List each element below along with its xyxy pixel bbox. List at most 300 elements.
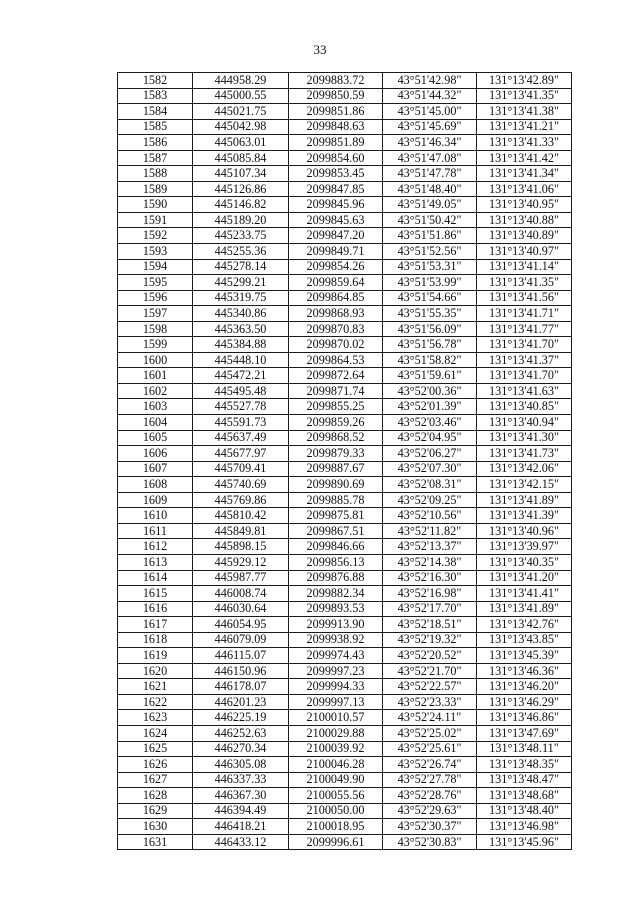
latitude-cell: 43°51'45.00"	[383, 104, 477, 120]
latitude-cell: 43°51'53.99"	[383, 275, 477, 291]
longitude-cell: 131°13'41.89"	[477, 492, 572, 508]
x-coordinate-cell: 445709.41	[193, 461, 289, 477]
latitude-cell: 43°51'59.61"	[383, 368, 477, 384]
point-number-cell: 1624	[118, 725, 193, 741]
table-row	[118, 166, 572, 182]
longitude-cell: 131°13'41.34"	[477, 166, 572, 182]
point-number-cell: 1627	[118, 772, 193, 788]
point-number-cell: 1630	[118, 819, 193, 835]
latitude-cell: 43°51'49.05"	[383, 197, 477, 213]
point-number-cell: 1607	[118, 461, 193, 477]
y-coordinate-cell: 2100010.57	[289, 710, 383, 726]
table-row	[118, 306, 572, 322]
y-coordinate-cell: 2099996.61	[289, 834, 383, 850]
longitude-cell: 131°13'47.69"	[477, 725, 572, 741]
longitude-cell: 131°13'41.14"	[477, 259, 572, 275]
x-coordinate-cell: 445319.75	[193, 290, 289, 306]
table-row	[118, 321, 572, 337]
latitude-cell: 43°52'25.61"	[383, 741, 477, 757]
longitude-cell: 131°13'46.98"	[477, 819, 572, 835]
point-number-cell: 1589	[118, 181, 193, 197]
table-row	[118, 632, 572, 648]
point-number-cell: 1590	[118, 197, 193, 213]
table-row	[118, 679, 572, 695]
latitude-cell: 43°51'47.08"	[383, 150, 477, 166]
x-coordinate-cell: 446337.33	[193, 772, 289, 788]
latitude-cell: 43°52'29.63"	[383, 803, 477, 819]
x-coordinate-cell: 445340.86	[193, 306, 289, 322]
y-coordinate-cell: 2099882.34	[289, 586, 383, 602]
longitude-cell: 131°13'41.41"	[477, 586, 572, 602]
point-number-cell: 1586	[118, 135, 193, 151]
longitude-cell: 131°13'41.42"	[477, 150, 572, 166]
longitude-cell: 131°13'41.35"	[477, 88, 572, 104]
table-row	[118, 150, 572, 166]
y-coordinate-cell: 2099867.51	[289, 523, 383, 539]
latitude-cell: 43°51'47.78"	[383, 166, 477, 182]
point-number-cell: 1603	[118, 399, 193, 415]
latitude-cell: 43°51'44.32"	[383, 88, 477, 104]
x-coordinate-cell: 445299.21	[193, 275, 289, 291]
latitude-cell: 43°52'18.51"	[383, 617, 477, 633]
point-number-cell: 1611	[118, 523, 193, 539]
x-coordinate-cell: 445189.20	[193, 212, 289, 228]
x-coordinate-cell: 446418.21	[193, 819, 289, 835]
y-coordinate-cell: 2099872.64	[289, 368, 383, 384]
table-row	[118, 710, 572, 726]
y-coordinate-cell: 2100029.88	[289, 725, 383, 741]
point-number-cell: 1629	[118, 803, 193, 819]
point-number-cell: 1622	[118, 694, 193, 710]
x-coordinate-cell: 445042.98	[193, 119, 289, 135]
table-row	[118, 492, 572, 508]
point-number-cell: 1587	[118, 150, 193, 166]
point-number-cell: 1613	[118, 554, 193, 570]
table-row	[118, 648, 572, 664]
latitude-cell: 43°52'11.82"	[383, 523, 477, 539]
y-coordinate-cell: 2099845.63	[289, 212, 383, 228]
y-coordinate-cell: 2099848.63	[289, 119, 383, 135]
table-row	[118, 772, 572, 788]
x-coordinate-cell: 445637.49	[193, 430, 289, 446]
x-coordinate-cell: 446178.07	[193, 679, 289, 695]
table-row	[118, 104, 572, 120]
latitude-cell: 43°51'42.98"	[383, 73, 477, 89]
longitude-cell: 131°13'41.35"	[477, 275, 572, 291]
point-number-cell: 1593	[118, 244, 193, 260]
latitude-cell: 43°52'10.56"	[383, 508, 477, 524]
coordinates-table	[117, 72, 572, 850]
longitude-cell: 131°13'41.73"	[477, 446, 572, 462]
longitude-cell: 131°13'41.33"	[477, 135, 572, 151]
latitude-cell: 43°52'16.98"	[383, 586, 477, 602]
y-coordinate-cell: 2099851.86	[289, 104, 383, 120]
table-row	[118, 819, 572, 835]
point-number-cell: 1620	[118, 663, 193, 679]
point-number-cell: 1615	[118, 586, 193, 602]
longitude-cell: 131°13'40.89"	[477, 228, 572, 244]
table-row	[118, 352, 572, 368]
point-number-cell: 1605	[118, 430, 193, 446]
longitude-cell: 131°13'40.85"	[477, 399, 572, 415]
x-coordinate-cell: 445021.75	[193, 104, 289, 120]
point-number-cell: 1617	[118, 617, 193, 633]
x-coordinate-cell: 446030.64	[193, 601, 289, 617]
x-coordinate-cell: 446270.34	[193, 741, 289, 757]
x-coordinate-cell: 446008.74	[193, 586, 289, 602]
point-number-cell: 1600	[118, 352, 193, 368]
longitude-cell: 131°13'39.97"	[477, 539, 572, 555]
x-coordinate-cell: 445929.12	[193, 554, 289, 570]
table-row	[118, 135, 572, 151]
latitude-cell: 43°52'21.70"	[383, 663, 477, 679]
table-row	[118, 228, 572, 244]
table-row	[118, 741, 572, 757]
table-row	[118, 663, 572, 679]
y-coordinate-cell: 2099849.71	[289, 244, 383, 260]
x-coordinate-cell: 446433.12	[193, 834, 289, 850]
point-number-cell: 1584	[118, 104, 193, 120]
x-coordinate-cell: 446225.19	[193, 710, 289, 726]
latitude-cell: 43°52'23.33"	[383, 694, 477, 710]
x-coordinate-cell: 445146.82	[193, 197, 289, 213]
latitude-cell: 43°51'58.82"	[383, 352, 477, 368]
point-number-cell: 1585	[118, 119, 193, 135]
latitude-cell: 43°51'53.31"	[383, 259, 477, 275]
x-coordinate-cell: 446054.95	[193, 617, 289, 633]
x-coordinate-cell: 445987.77	[193, 570, 289, 586]
point-number-cell: 1604	[118, 415, 193, 431]
longitude-cell: 131°13'40.97"	[477, 244, 572, 260]
latitude-cell: 43°51'51.86"	[383, 228, 477, 244]
x-coordinate-cell: 446305.08	[193, 757, 289, 773]
table-row	[118, 88, 572, 104]
point-number-cell: 1596	[118, 290, 193, 306]
latitude-cell: 43°51'45.69"	[383, 119, 477, 135]
x-coordinate-cell: 445000.55	[193, 88, 289, 104]
point-number-cell: 1625	[118, 741, 193, 757]
page-number: 33	[313, 42, 327, 57]
longitude-cell: 131°13'40.95"	[477, 197, 572, 213]
latitude-cell: 43°52'03.46"	[383, 415, 477, 431]
longitude-cell: 131°13'41.38"	[477, 104, 572, 120]
x-coordinate-cell: 445448.10	[193, 352, 289, 368]
longitude-cell: 131°13'45.96"	[477, 834, 572, 850]
latitude-cell: 43°52'08.31"	[383, 477, 477, 493]
point-number-cell: 1612	[118, 539, 193, 555]
point-number-cell: 1602	[118, 383, 193, 399]
x-coordinate-cell: 445769.86	[193, 492, 289, 508]
table-row	[118, 399, 572, 415]
point-number-cell: 1599	[118, 337, 193, 353]
x-coordinate-cell: 445363.50	[193, 321, 289, 337]
x-coordinate-cell: 445384.88	[193, 337, 289, 353]
point-number-cell: 1595	[118, 275, 193, 291]
point-number-cell: 1614	[118, 570, 193, 586]
x-coordinate-cell: 446252.63	[193, 725, 289, 741]
point-number-cell: 1606	[118, 446, 193, 462]
y-coordinate-cell: 2099859.26	[289, 415, 383, 431]
point-number-cell: 1583	[118, 88, 193, 104]
latitude-cell: 43°52'30.37"	[383, 819, 477, 835]
latitude-cell: 43°51'50.42"	[383, 212, 477, 228]
point-number-cell: 1609	[118, 492, 193, 508]
table-row	[118, 73, 572, 89]
latitude-cell: 43°52'09.25"	[383, 492, 477, 508]
latitude-cell: 43°52'27.78"	[383, 772, 477, 788]
x-coordinate-cell: 445107.34	[193, 166, 289, 182]
x-coordinate-cell: 445085.84	[193, 150, 289, 166]
longitude-cell: 131°13'46.29"	[477, 694, 572, 710]
point-number-cell: 1591	[118, 212, 193, 228]
y-coordinate-cell: 2099885.78	[289, 492, 383, 508]
x-coordinate-cell: 445591.73	[193, 415, 289, 431]
x-coordinate-cell: 445278.14	[193, 259, 289, 275]
longitude-cell: 131°13'42.15"	[477, 477, 572, 493]
table-row	[118, 477, 572, 493]
y-coordinate-cell: 2099870.02	[289, 337, 383, 353]
x-coordinate-cell: 445740.69	[193, 477, 289, 493]
latitude-cell: 43°52'24.11"	[383, 710, 477, 726]
point-number-cell: 1597	[118, 306, 193, 322]
y-coordinate-cell: 2099854.60	[289, 150, 383, 166]
longitude-cell: 131°13'40.88"	[477, 212, 572, 228]
y-coordinate-cell: 2099913.90	[289, 617, 383, 633]
table-row	[118, 212, 572, 228]
x-coordinate-cell: 445063.01	[193, 135, 289, 151]
point-number-cell: 1631	[118, 834, 193, 850]
coordinates-table-body	[118, 73, 572, 850]
table-row	[118, 508, 572, 524]
latitude-cell: 43°52'17.70"	[383, 601, 477, 617]
latitude-cell: 43°52'01.39"	[383, 399, 477, 415]
latitude-cell: 43°52'26.74"	[383, 757, 477, 773]
table-row	[118, 244, 572, 260]
point-number-cell: 1628	[118, 788, 193, 804]
latitude-cell: 43°52'06.27"	[383, 446, 477, 462]
y-coordinate-cell: 2100055.56	[289, 788, 383, 804]
y-coordinate-cell: 2099855.25	[289, 399, 383, 415]
longitude-cell: 131°13'43.85"	[477, 632, 572, 648]
y-coordinate-cell: 2100046.28	[289, 757, 383, 773]
table-row	[118, 788, 572, 804]
latitude-cell: 43°52'16.30"	[383, 570, 477, 586]
table-row	[118, 197, 572, 213]
latitude-cell: 43°52'04.95"	[383, 430, 477, 446]
x-coordinate-cell: 446201.23	[193, 694, 289, 710]
longitude-cell: 131°13'41.70"	[477, 337, 572, 353]
table-row	[118, 539, 572, 555]
x-coordinate-cell: 445810.42	[193, 508, 289, 524]
latitude-cell: 43°52'14.38"	[383, 554, 477, 570]
y-coordinate-cell: 2099864.85	[289, 290, 383, 306]
point-number-cell: 1621	[118, 679, 193, 695]
x-coordinate-cell: 445898.15	[193, 539, 289, 555]
table-row	[118, 523, 572, 539]
point-number-cell: 1598	[118, 321, 193, 337]
table-row	[118, 694, 572, 710]
x-coordinate-cell: 445849.81	[193, 523, 289, 539]
y-coordinate-cell: 2100018.95	[289, 819, 383, 835]
longitude-cell: 131°13'40.96"	[477, 523, 572, 539]
longitude-cell: 131°13'40.35"	[477, 554, 572, 570]
longitude-cell: 131°13'40.94"	[477, 415, 572, 431]
longitude-cell: 131°13'46.20"	[477, 679, 572, 695]
longitude-cell: 131°13'42.89"	[477, 73, 572, 89]
latitude-cell: 43°52'13.37"	[383, 539, 477, 555]
y-coordinate-cell: 2099853.45	[289, 166, 383, 182]
table-row	[118, 383, 572, 399]
table-row	[118, 430, 572, 446]
x-coordinate-cell: 445255.36	[193, 244, 289, 260]
latitude-cell: 43°51'54.66"	[383, 290, 477, 306]
y-coordinate-cell: 2099938.92	[289, 632, 383, 648]
y-coordinate-cell: 2099846.66	[289, 539, 383, 555]
longitude-cell: 131°13'41.77"	[477, 321, 572, 337]
y-coordinate-cell: 2099890.69	[289, 477, 383, 493]
x-coordinate-cell: 444958.29	[193, 73, 289, 89]
longitude-cell: 131°13'41.20"	[477, 570, 572, 586]
point-number-cell: 1616	[118, 601, 193, 617]
latitude-cell: 43°52'30.83"	[383, 834, 477, 850]
table-row	[118, 601, 572, 617]
table-row	[118, 259, 572, 275]
point-number-cell: 1594	[118, 259, 193, 275]
latitude-cell: 43°51'52.56"	[383, 244, 477, 260]
longitude-cell: 131°13'48.68"	[477, 788, 572, 804]
longitude-cell: 131°13'41.21"	[477, 119, 572, 135]
point-number-cell: 1601	[118, 368, 193, 384]
table-row	[118, 617, 572, 633]
y-coordinate-cell: 2099997.23	[289, 663, 383, 679]
y-coordinate-cell: 2099994.33	[289, 679, 383, 695]
longitude-cell: 131°13'46.86"	[477, 710, 572, 726]
table-row	[118, 725, 572, 741]
y-coordinate-cell: 2099850.59	[289, 88, 383, 104]
point-number-cell: 1588	[118, 166, 193, 182]
y-coordinate-cell: 2099893.53	[289, 601, 383, 617]
longitude-cell: 131°13'42.06"	[477, 461, 572, 477]
x-coordinate-cell: 445495.48	[193, 383, 289, 399]
table-row	[118, 554, 572, 570]
point-number-cell: 1623	[118, 710, 193, 726]
latitude-cell: 43°51'46.34"	[383, 135, 477, 151]
y-coordinate-cell: 2099883.72	[289, 73, 383, 89]
longitude-cell: 131°13'41.63"	[477, 383, 572, 399]
longitude-cell: 131°13'41.30"	[477, 430, 572, 446]
longitude-cell: 131°13'45.39"	[477, 648, 572, 664]
y-coordinate-cell: 2099887.67	[289, 461, 383, 477]
latitude-cell: 43°52'25.02"	[383, 725, 477, 741]
x-coordinate-cell: 445527.78	[193, 399, 289, 415]
x-coordinate-cell: 445126.86	[193, 181, 289, 197]
x-coordinate-cell: 445677.97	[193, 446, 289, 462]
table-row	[118, 181, 572, 197]
latitude-cell: 43°51'48.40"	[383, 181, 477, 197]
longitude-cell: 131°13'48.47"	[477, 772, 572, 788]
latitude-cell: 43°51'55.35"	[383, 306, 477, 322]
y-coordinate-cell: 2099847.20	[289, 228, 383, 244]
point-number-cell: 1626	[118, 757, 193, 773]
longitude-cell: 131°13'41.56"	[477, 290, 572, 306]
table-row	[118, 586, 572, 602]
y-coordinate-cell: 2099868.52	[289, 430, 383, 446]
latitude-cell: 43°52'22.57"	[383, 679, 477, 695]
longitude-cell: 131°13'41.89"	[477, 601, 572, 617]
y-coordinate-cell: 2099851.89	[289, 135, 383, 151]
point-number-cell: 1619	[118, 648, 193, 664]
y-coordinate-cell: 2099871.74	[289, 383, 383, 399]
y-coordinate-cell: 2100039.92	[289, 741, 383, 757]
y-coordinate-cell: 2099879.33	[289, 446, 383, 462]
longitude-cell: 131°13'48.11"	[477, 741, 572, 757]
table-row	[118, 415, 572, 431]
y-coordinate-cell: 2099856.13	[289, 554, 383, 570]
y-coordinate-cell: 2099854.26	[289, 259, 383, 275]
x-coordinate-cell: 446394.49	[193, 803, 289, 819]
latitude-cell: 43°52'00.36"	[383, 383, 477, 399]
y-coordinate-cell: 2099876.88	[289, 570, 383, 586]
longitude-cell: 131°13'46.36"	[477, 663, 572, 679]
table-row	[118, 368, 572, 384]
y-coordinate-cell: 2099997.13	[289, 694, 383, 710]
point-number-cell: 1592	[118, 228, 193, 244]
x-coordinate-cell: 445472.21	[193, 368, 289, 384]
latitude-cell: 43°51'56.78"	[383, 337, 477, 353]
y-coordinate-cell: 2099859.64	[289, 275, 383, 291]
table-row	[118, 803, 572, 819]
latitude-cell: 43°51'56.09"	[383, 321, 477, 337]
longitude-cell: 131°13'41.70"	[477, 368, 572, 384]
table-row	[118, 757, 572, 773]
latitude-cell: 43°52'07.30"	[383, 461, 477, 477]
point-number-cell: 1618	[118, 632, 193, 648]
table-row	[118, 570, 572, 586]
x-coordinate-cell: 446150.96	[193, 663, 289, 679]
x-coordinate-cell: 446079.09	[193, 632, 289, 648]
x-coordinate-cell: 446367.30	[193, 788, 289, 804]
longitude-cell: 131°13'48.35"	[477, 757, 572, 773]
point-number-cell: 1608	[118, 477, 193, 493]
table-row	[118, 834, 572, 850]
y-coordinate-cell: 2099875.81	[289, 508, 383, 524]
longitude-cell: 131°13'41.39"	[477, 508, 572, 524]
point-number-cell: 1610	[118, 508, 193, 524]
point-number-cell: 1582	[118, 73, 193, 89]
y-coordinate-cell: 2099870.83	[289, 321, 383, 337]
y-coordinate-cell: 2100050.00	[289, 803, 383, 819]
latitude-cell: 43°52'20.52"	[383, 648, 477, 664]
y-coordinate-cell: 2099974.43	[289, 648, 383, 664]
table-row	[118, 119, 572, 135]
y-coordinate-cell: 2099864.53	[289, 352, 383, 368]
x-coordinate-cell: 445233.75	[193, 228, 289, 244]
y-coordinate-cell: 2100049.90	[289, 772, 383, 788]
longitude-cell: 131°13'41.37"	[477, 352, 572, 368]
y-coordinate-cell: 2099847.85	[289, 181, 383, 197]
table-row	[118, 275, 572, 291]
longitude-cell: 131°13'48.40"	[477, 803, 572, 819]
longitude-cell: 131°13'41.71"	[477, 306, 572, 322]
longitude-cell: 131°13'42.76"	[477, 617, 572, 633]
table-row	[118, 337, 572, 353]
table-row	[118, 290, 572, 306]
x-coordinate-cell: 446115.07	[193, 648, 289, 664]
y-coordinate-cell: 2099845.96	[289, 197, 383, 213]
latitude-cell: 43°52'28.76"	[383, 788, 477, 804]
longitude-cell: 131°13'41.06"	[477, 181, 572, 197]
table-row	[118, 461, 572, 477]
